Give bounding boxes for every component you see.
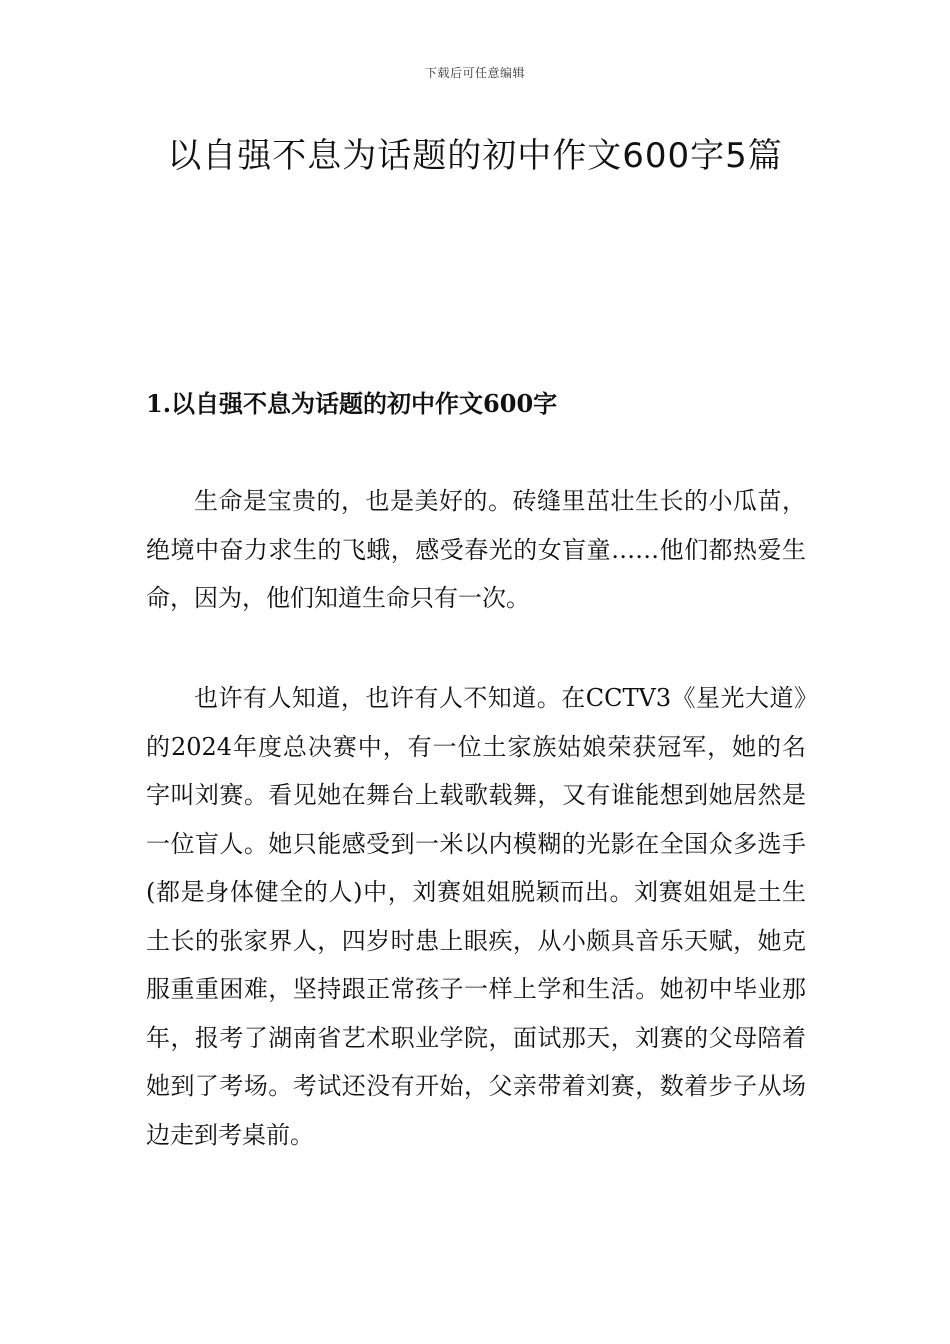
paragraph: 也许有人知道，也许有人不知道。在CCTV3《星光大道》的2024年度总决赛中，有一位土家族姑娘荣获冠军，她的名字叫刘赛。看见她在舞台上载歌载舞，又有谁能想到她居然是一位盲人。她只能感受到一米以内模糊的光影在全国众多选手(都是身体健全的人)中，刘赛姐姐脱颖而出。刘赛姐姐是土生土长的张家界人，四岁时患上眼疾，从小颇具音乐天赋，她克服重重困难，坚持跟正常孩子一样上学和生活。她初中毕业那年，报考了湖南省艺术职业学院，面试那天，刘赛的父母陪着她到了考场。考试还没有开始，父亲带着刘赛，数着步子从场边走到考桌前。 — [146, 684, 806, 1149]
document-title: 以自强不息为话题的初中作文600字5篇 — [167, 136, 783, 176]
paragraph: 生命是宝贵的，也是美好的。砖缝里茁壮生长的小瓜苗，绝境中奋力求生的飞蛾，感受春光的女盲童……他们都热爱生命，因为，他们知道生命只有一次。 — [146, 487, 806, 612]
section-heading: 1.以自强不息为话题的初中作文600字 — [146, 389, 558, 418]
header-note: 下载后可任意编辑 — [424, 66, 525, 80]
